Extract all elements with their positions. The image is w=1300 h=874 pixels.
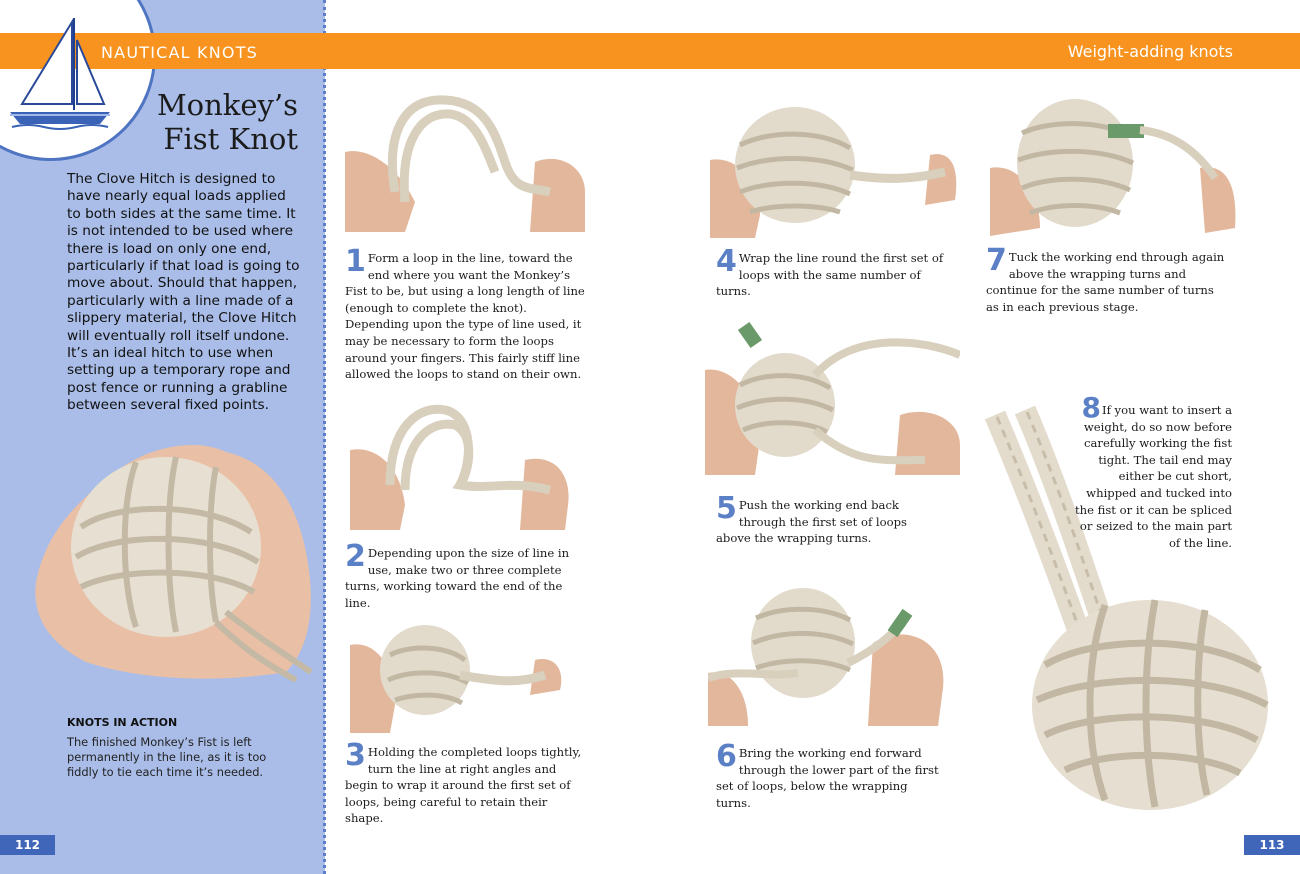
step-4-number: 4: [716, 244, 737, 279]
step-1-description: Form a loop in the line, toward the end where you want the Monkey’s Fist to be, but using a long length of line (enough to complete the knot). Depending upon the type of line used, it may be necessary to form the loops around your fingers. This fairly stiff line allowed the loops to stand on their own.: [345, 251, 585, 382]
step-4-description: Wrap the line round the first set of loops with the same number of turns.: [716, 251, 944, 299]
title-line-2: Fist Knot: [163, 122, 298, 156]
step-8-text: [1072, 391, 1232, 551]
page-title: [140, 88, 298, 156]
step-5-number: 5: [716, 491, 737, 526]
step-8-number: 8: [1081, 391, 1101, 424]
step-2-number: 2: [345, 539, 366, 574]
step-6-description: Bring the working end forward through the lower part of the first set of loops, below the wrapping turns.: [716, 746, 939, 810]
step-6-text: [716, 739, 944, 811]
step-2-description: Depending upon the size of line in use, make two or three complete turns, working toward the end of the line.: [345, 546, 570, 610]
knots-in-action-heading: KNOTS IN ACTION: [67, 716, 178, 729]
page-number-right: 113: [1244, 835, 1300, 855]
sailboat-icon: [8, 14, 116, 132]
step-3-number: 3: [345, 738, 366, 773]
step-7-text: [986, 243, 1226, 315]
step-6-number: 6: [716, 739, 737, 774]
step-7-description: Tuck the working end through again above the wrapping turns and continue for the same number of turns as in each previous stage.: [986, 250, 1225, 314]
step-6-photo: [708, 578, 948, 726]
knots-in-action-text: The finished Monkey’s Fist is left permanently in the line, as it is too fiddly to tie each time it’s needed.: [67, 735, 267, 779]
step-1-text: [345, 244, 585, 383]
chapter-title: Weight-adding knots: [1067, 42, 1233, 61]
step-3-photo: [350, 605, 565, 733]
section-title: NAUTICAL KNOTS: [101, 43, 259, 62]
step-2-text: [345, 539, 585, 611]
title-line-1: Monkey’s: [156, 88, 298, 122]
page-number-left: 112: [0, 835, 55, 855]
step-7-photo: [990, 88, 1238, 236]
step-7-number: 7: [986, 243, 1007, 278]
page-gutter-dotted-line: [323, 0, 326, 874]
step-1-number: 1: [345, 244, 366, 279]
step-3-text: [345, 738, 585, 827]
step-2-photo: [350, 395, 572, 530]
step-1-photo: [345, 92, 585, 232]
step-3-description: Holding the completed loops tightly, turn the line at right angles and begin to wrap it around the first set of loops, being careful to retain their shape.: [345, 745, 582, 826]
finished-knot-photo: [26, 432, 318, 686]
step-5-photo: [705, 320, 960, 475]
step-5-description: Push the working end back through the first set of loops above the wrapping turns.: [716, 498, 907, 546]
step-4-photo: [710, 100, 960, 238]
intro-paragraph: The Clove Hitch is designed to have nearly equal loads applied to both sides at the same time. It is not intended to be used where there is load on only one end, particularly if that load is going to move about. Should that happen, particularly with a line made of a slippery material, the Clove Hitch will eventually roll itself undone. It’s an ideal hitch to use when setting up a temporary rope and post fence or running a grabline between several fixed points.: [67, 171, 300, 414]
step-8-description: If you want to insert a weight, do so now before carefully working the fist tight. The tail end may either be cut short, whipped and tucked into the fist or it can be spliced or seized to the main part of the line.: [1074, 403, 1232, 550]
step-5-text: [716, 491, 944, 547]
step-4-text: [716, 244, 944, 300]
